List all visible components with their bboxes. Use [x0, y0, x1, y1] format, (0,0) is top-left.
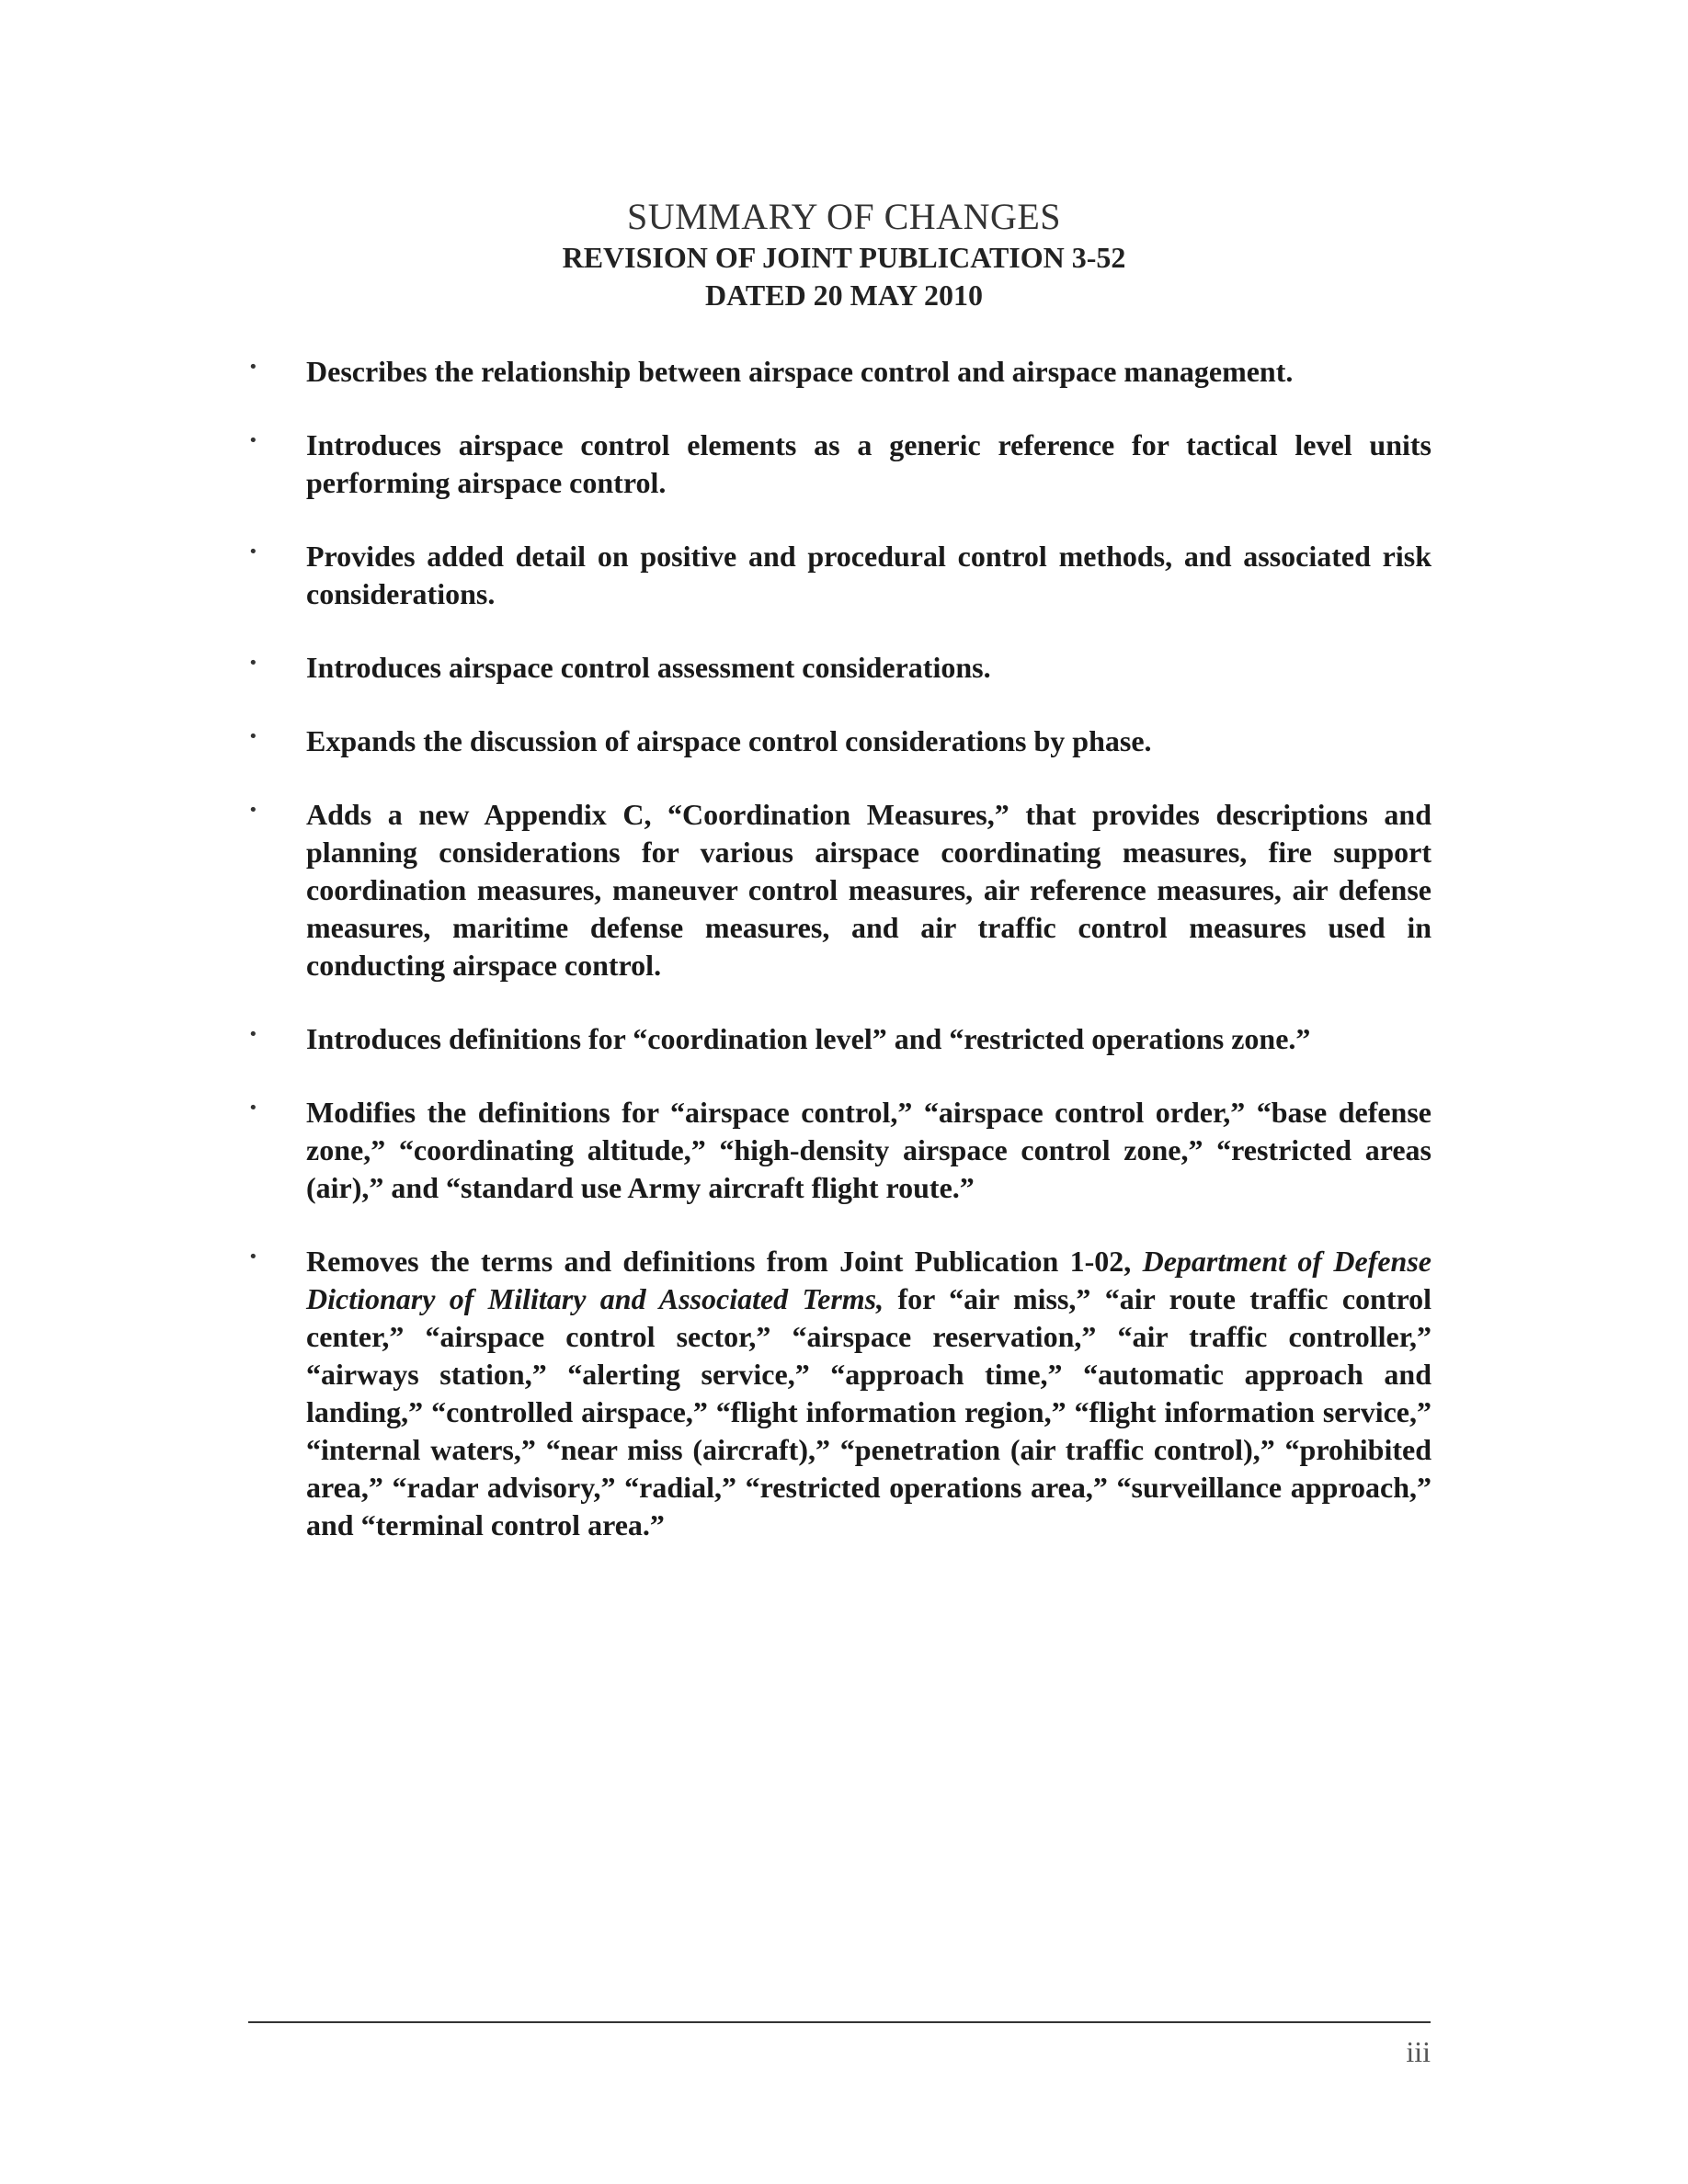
list-item-text-before: Removes the terms and definitions from Joint Publication 1-02, [306, 1245, 1143, 1278]
changes-list [248, 349, 1432, 1580]
list-item-text: Expands the discussion of airspace control considerations by phase. [306, 724, 1152, 757]
bullet-marker: · [248, 645, 258, 678]
bullet-marker: · [248, 719, 258, 752]
footer-divider [248, 2021, 1431, 2023]
bullet-marker: · [248, 1090, 258, 1123]
list-item-text: Provides added detail on positive and procedural control methods, and associated risk considerations. [306, 540, 1431, 610]
bullet-marker: · [248, 1017, 258, 1050]
revision-line: REVISION OF JOINT PUBLICATION 3-52 [562, 241, 1126, 274]
list-item-text: Introduces definitions for “coordination level” and “restricted operations zone.” [306, 1022, 1311, 1055]
list-item [248, 719, 1431, 760]
list-item [248, 1090, 1431, 1207]
page-number: iii [1406, 2035, 1431, 2068]
bullet-marker: · [248, 792, 258, 825]
dated-line: DATED 20 MAY 2010 [705, 279, 983, 312]
list-item-text: Describes the relationship between airspace control and airspace management. [306, 355, 1294, 388]
publication-title: Department of Defense Dictionary of Military and Associated Terms, [306, 1245, 1432, 1315]
list-item [248, 349, 1431, 391]
list-item [248, 1239, 1432, 1544]
list-item [248, 645, 1431, 687]
list-item [248, 1017, 1431, 1058]
list-item [248, 423, 1431, 502]
bullet-marker: · [248, 423, 258, 456]
document-header [0, 195, 1688, 314]
list-item-text: Introduces airspace control assessment considerations. [306, 651, 991, 684]
bullet-marker: · [248, 534, 258, 567]
list-item-text: Adds a new Appendix C, “Coordination Measures,” that provides descriptions and planning considerations for various airspace coordinating measures, fire support coordination measures, maneuver control measures, air reference measures, air defense measures, maritime defense measures, and air traffic control measures used in conducting airspace control. [306, 798, 1431, 982]
bullet-marker: · [248, 1239, 258, 1272]
list-item-text: Modifies the definitions for “airspace control,” “airspace control order,” “base defense zone,” “coordinating altitude,” “high-density airspace control zone,” “restricted areas (air),” and “standard use Army aircraft flight route.” [306, 1096, 1431, 1204]
summary-title: SUMMARY OF CHANGES [626, 196, 1062, 237]
list-item-text [306, 1243, 1431, 1544]
list-item-text: Introduces airspace control elements as a generic reference for tactical level units performing airspace control. [306, 428, 1431, 499]
list-item [248, 534, 1431, 613]
bullet-marker: · [248, 349, 258, 382]
list-item [248, 792, 1431, 984]
list-item-text-after: for “air miss,” “air route traffic control center,” “airspace control sector,” “airspace reservation,” “air traffic controller,” “airways station,” “alerting service,” “approach time,” “automatic approach and landing,” “controlled airspace,” “flight information region,” “flight information service,” “internal waters,” “near miss (aircraft),” “penetration (air traffic control),” “prohibited area,” “radar advisory,” “radial,” “restricted operations area,” “surveillance approach,” and “terminal control area.” [306, 1282, 1432, 1541]
